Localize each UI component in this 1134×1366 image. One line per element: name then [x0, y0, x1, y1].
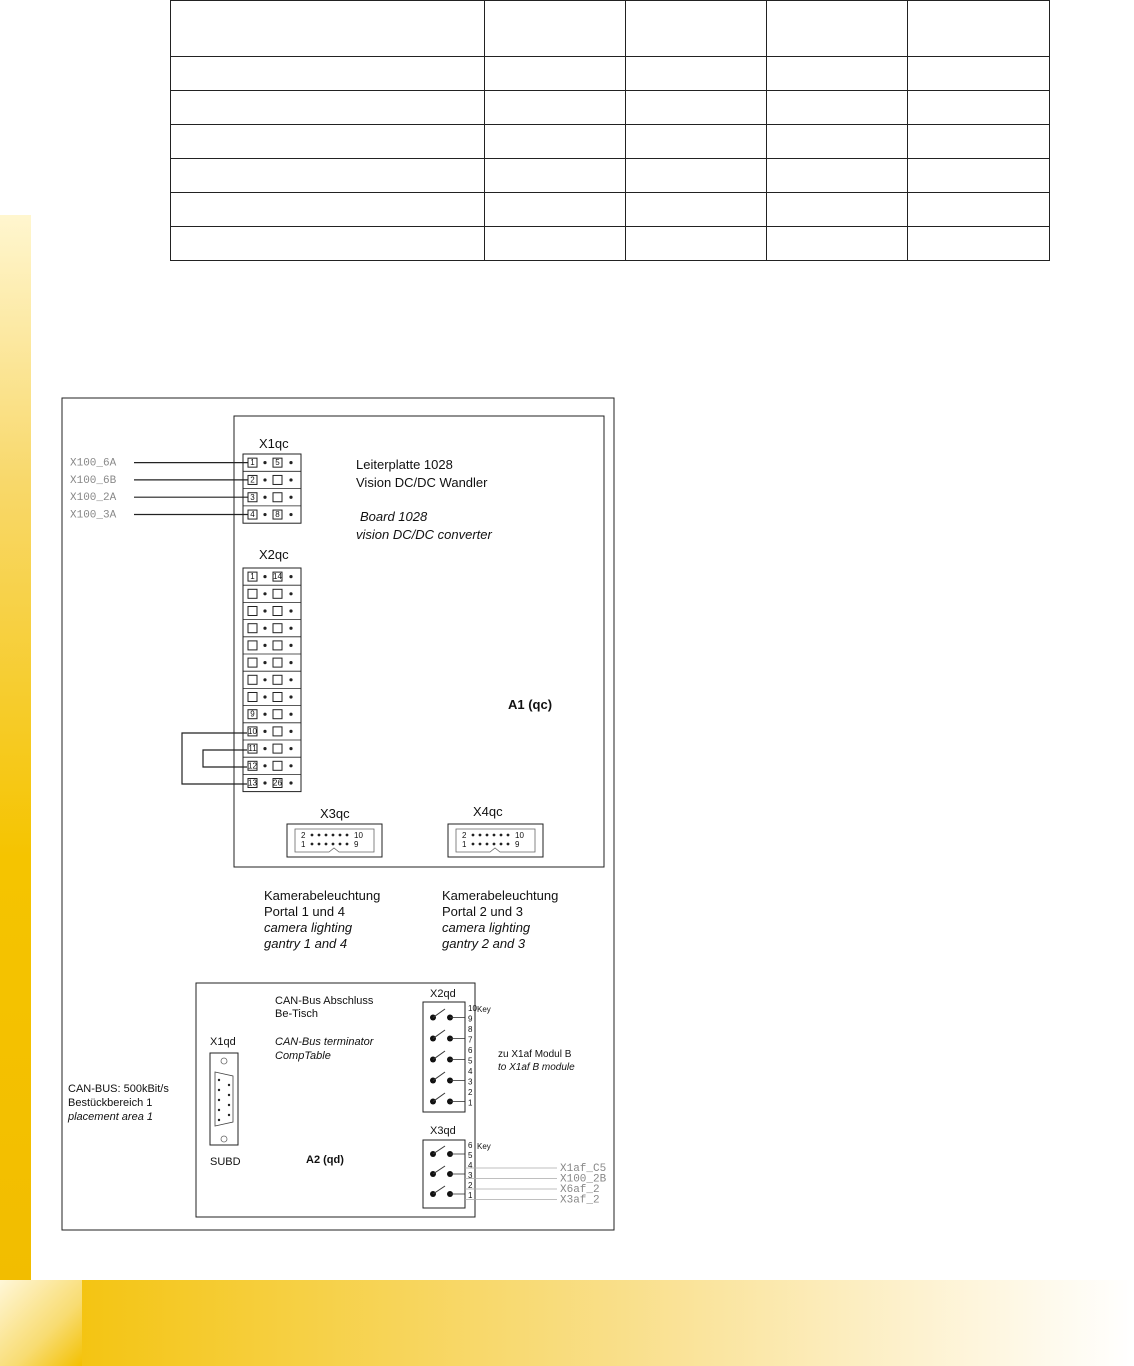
ribbon-pin — [339, 843, 342, 846]
switch-pin-num: 2 — [468, 1088, 473, 1097]
terminal-dot — [289, 764, 292, 767]
terminal-right-num: 26 — [273, 778, 282, 788]
lighting1-line1: Kamerabeleuchtung — [264, 888, 381, 903]
can-note-line2: Bestückbereich 1 — [68, 1097, 153, 1109]
terminal-right — [273, 727, 282, 736]
terminal-dot — [263, 592, 266, 595]
subd-pin — [228, 1084, 230, 1086]
terminal-dot — [289, 644, 292, 647]
terminal-left — [248, 675, 257, 684]
x3qd-wire-label: X1af_C5 — [560, 1163, 607, 1175]
terminal-dot — [289, 478, 292, 481]
ribbon-pin-num: 9 — [354, 840, 359, 849]
x4qc-connector — [448, 824, 543, 857]
x1qc-wire-label: X100_3A — [70, 509, 117, 522]
switch-pin-num: 4 — [468, 1161, 473, 1170]
terminal-dot — [263, 713, 266, 716]
terminal-dot — [289, 575, 292, 578]
terminal-right — [273, 761, 282, 770]
terminal-left-num: 2 — [250, 475, 255, 485]
lighting2-line4: gantry 2 and 3 — [442, 936, 526, 951]
terminal-left-num: 1 — [250, 458, 255, 468]
x1qc-connector — [243, 454, 301, 523]
switch-pin-num: 2 — [468, 1181, 473, 1190]
a1-label: A1 (qc) — [508, 697, 553, 712]
terminal-right — [273, 658, 282, 667]
lighting-note-2 — [442, 888, 558, 951]
lighting2-line3: camera lighting — [442, 920, 531, 935]
x2qc-loop-outer — [182, 733, 247, 784]
ribbon-pin-num: 10 — [354, 831, 363, 840]
can-note-line3: placement area 1 — [68, 1111, 153, 1123]
terminal-dot — [263, 678, 266, 681]
terminal-dot — [263, 496, 266, 499]
x3qd-wire-label: X3af_2 — [560, 1194, 600, 1207]
terminal-dot — [289, 609, 292, 612]
x2qd-connector — [423, 1002, 465, 1112]
switch-lever — [433, 1186, 445, 1194]
ribbon-pin — [325, 834, 328, 837]
x2qd-note-en: to X1af B module — [498, 1062, 575, 1073]
ribbon-pin — [346, 834, 349, 837]
x1qc-label: X1qc — [259, 436, 289, 451]
switch-pin-num: 3 — [468, 1171, 473, 1180]
x2qd-label: X2qd — [430, 988, 456, 1000]
switch-lever — [433, 1093, 445, 1102]
terminal-dot — [289, 695, 292, 698]
x3qc-label: X3qc — [320, 806, 350, 821]
x3qd-key: Key — [477, 1142, 491, 1151]
switch-pin-num: 3 — [468, 1077, 473, 1087]
x3qd-pins — [430, 1141, 473, 1200]
subd-pin — [218, 1089, 220, 1091]
terminal-left-num: 11 — [248, 744, 257, 754]
terminal-right — [273, 475, 282, 484]
a2-title-en-2: CompTable — [275, 1050, 331, 1062]
terminal-dot — [289, 747, 292, 750]
terminal-dot — [263, 609, 266, 612]
x3qc-connector — [287, 824, 382, 857]
ribbon-pin — [311, 834, 314, 837]
terminal-dot — [263, 781, 266, 784]
x1qc-wires — [70, 458, 248, 522]
ribbon-pin — [486, 834, 489, 837]
terminal-left-num: 3 — [250, 492, 255, 502]
ribbon-pin-num: 1 — [301, 840, 306, 849]
terminal-left-num: 9 — [250, 709, 255, 719]
terminal-left — [248, 641, 257, 650]
x2qc-connector — [243, 568, 301, 792]
terminal-left — [248, 589, 257, 598]
switch-pin-num: 8 — [468, 1025, 473, 1034]
can-note-line1: CAN-BUS: 500kBit/s — [68, 1083, 169, 1095]
a1-name-de: Leiterplatte 1028 — [356, 457, 453, 472]
ribbon-pin-num: 10 — [515, 831, 524, 840]
terminal-dot — [289, 730, 292, 733]
x2qd-pins — [430, 1004, 477, 1108]
terminal-right — [273, 589, 282, 598]
ribbon-pin — [332, 843, 335, 846]
terminal-dot — [263, 627, 266, 630]
x1qd-sub: SUBD — [210, 1156, 241, 1168]
terminal-dot — [289, 713, 292, 716]
ribbon-pin — [500, 843, 503, 846]
x2qc-loop-inner — [203, 750, 247, 767]
subd-pin — [218, 1079, 220, 1081]
ribbon-pin — [472, 834, 475, 837]
terminal-right — [273, 624, 282, 633]
switch-lever — [433, 1051, 445, 1060]
lighting1-line4: gantry 1 and 4 — [264, 936, 348, 951]
subd-pin — [218, 1119, 220, 1121]
switch-pin-num: 10 — [468, 1004, 477, 1013]
terminal-left-num: 10 — [248, 726, 257, 736]
switch-pin-num: 6 — [468, 1141, 473, 1150]
x3qd-label: X3qd — [430, 1125, 456, 1137]
switch-pin-num: 4 — [468, 1067, 473, 1076]
terminal-right — [273, 493, 282, 502]
terminal-dot — [289, 513, 292, 516]
ribbon-pin — [325, 843, 328, 846]
switch-lever — [433, 1166, 445, 1174]
a2-title-en-1: CAN-Bus terminator — [275, 1036, 374, 1048]
ribbon-pin — [486, 843, 489, 846]
terminal-dot — [289, 592, 292, 595]
ribbon-pin — [346, 843, 349, 846]
ribbon-pin-num: 9 — [515, 840, 520, 849]
terminal-right — [273, 693, 282, 702]
terminal-right — [273, 641, 282, 650]
terminal-dot — [263, 461, 266, 464]
terminal-left-num: 1 — [250, 572, 255, 582]
terminal-dot — [289, 661, 292, 664]
terminal-dot — [263, 764, 266, 767]
subd-pin — [228, 1114, 230, 1116]
subd-pin — [218, 1099, 220, 1101]
a1-desc-de: Vision DC/DC Wandler — [356, 475, 488, 490]
x3qd-wire-label: X6af_2 — [560, 1184, 600, 1196]
terminal-dot — [263, 513, 266, 516]
ribbon-pin-num: 1 — [462, 840, 467, 849]
terminal-dot — [263, 730, 266, 733]
switch-pin-num: 5 — [468, 1151, 473, 1160]
lighting-note-1 — [264, 888, 380, 951]
terminal-right — [273, 744, 282, 753]
subd-pin — [218, 1109, 220, 1111]
terminal-left — [248, 607, 257, 616]
x1qc-wire-label: X100_6B — [70, 474, 117, 487]
switch-lever — [433, 1009, 445, 1018]
ribbon-pin — [493, 834, 496, 837]
x2qd-key: Key — [477, 1005, 491, 1014]
switch-pin-num: 9 — [468, 1014, 473, 1024]
subd-pin — [228, 1094, 230, 1096]
a1-desc-en: vision DC/DC converter — [356, 527, 492, 542]
terminal-right-num: 8 — [275, 510, 280, 520]
terminal-dot — [263, 478, 266, 481]
terminal-dot — [289, 678, 292, 681]
lighting2-line1: Kamerabeleuchtung — [442, 888, 559, 903]
ribbon-pin — [479, 834, 482, 837]
x2qd-note-de: zu X1af Modul B — [498, 1049, 572, 1060]
x4qc-label: X4qc — [473, 804, 503, 819]
x3qd-wire-label: X100_2B — [560, 1173, 607, 1186]
terminal-right — [273, 607, 282, 616]
ribbon-pin — [472, 843, 475, 846]
ribbon-pin — [507, 834, 510, 837]
terminal-dot — [263, 575, 266, 578]
x2qc-label: X2qc — [259, 547, 289, 562]
switch-pin-num: 5 — [468, 1056, 473, 1066]
terminal-dot — [289, 496, 292, 499]
x1qc-wire-label: X100_2A — [70, 492, 117, 505]
ribbon-pin — [479, 843, 482, 846]
x1qd-label: X1qd — [210, 1036, 236, 1048]
switch-pin-num: 7 — [468, 1035, 473, 1045]
lighting2-line2: Portal 2 und 3 — [442, 904, 523, 919]
ribbon-pin-num: 2 — [462, 831, 467, 840]
switch-pin-num: 6 — [468, 1046, 473, 1055]
x1qc-wire-label: X100_6A — [70, 457, 117, 470]
terminal-dot — [263, 644, 266, 647]
terminal-dot — [289, 461, 292, 464]
switch-lever — [433, 1072, 445, 1081]
ribbon-pin — [507, 843, 510, 846]
terminal-left-num: 4 — [250, 510, 255, 520]
terminal-left-num: 12 — [248, 761, 257, 771]
switch-pin-num: 1 — [468, 1098, 473, 1108]
terminal-right-num: 14 — [273, 572, 282, 582]
x1qd-subd-connector — [210, 1053, 238, 1145]
ribbon-pin — [500, 834, 503, 837]
lighting1-line2: Portal 1 und 4 — [264, 904, 345, 919]
lighting1-line3: camera lighting — [264, 920, 353, 935]
terminal-dot — [263, 695, 266, 698]
switch-pin-num: 1 — [468, 1191, 473, 1200]
terminal-left-num: 13 — [248, 778, 257, 788]
switch-lever — [433, 1146, 445, 1154]
a2-label: A2 (qd) — [306, 1154, 344, 1166]
terminal-left — [248, 658, 257, 667]
x3qd-wires — [465, 1163, 607, 1207]
ribbon-pin-num: 2 — [301, 831, 306, 840]
ribbon-pin — [318, 843, 321, 846]
ribbon-pin — [493, 843, 496, 846]
terminal-right-num: 5 — [275, 458, 280, 468]
terminal-left — [248, 624, 257, 633]
a2-title-de-1: CAN-Bus Abschluss — [275, 995, 374, 1007]
terminal-right — [273, 710, 282, 719]
a2-title-de-2: Be-Tisch — [275, 1008, 318, 1020]
ribbon-pin — [332, 834, 335, 837]
a1-name-en: Board 1028 — [360, 509, 428, 524]
switch-lever — [433, 1030, 445, 1039]
terminal-dot — [289, 781, 292, 784]
ribbon-pin — [339, 834, 342, 837]
ribbon-pin — [311, 843, 314, 846]
terminal-right — [273, 675, 282, 684]
terminal-dot — [263, 747, 266, 750]
ribbon-pin — [318, 834, 321, 837]
terminal-dot — [263, 661, 266, 664]
terminal-left — [248, 693, 257, 702]
subd-pin — [228, 1104, 230, 1106]
terminal-dot — [289, 627, 292, 630]
